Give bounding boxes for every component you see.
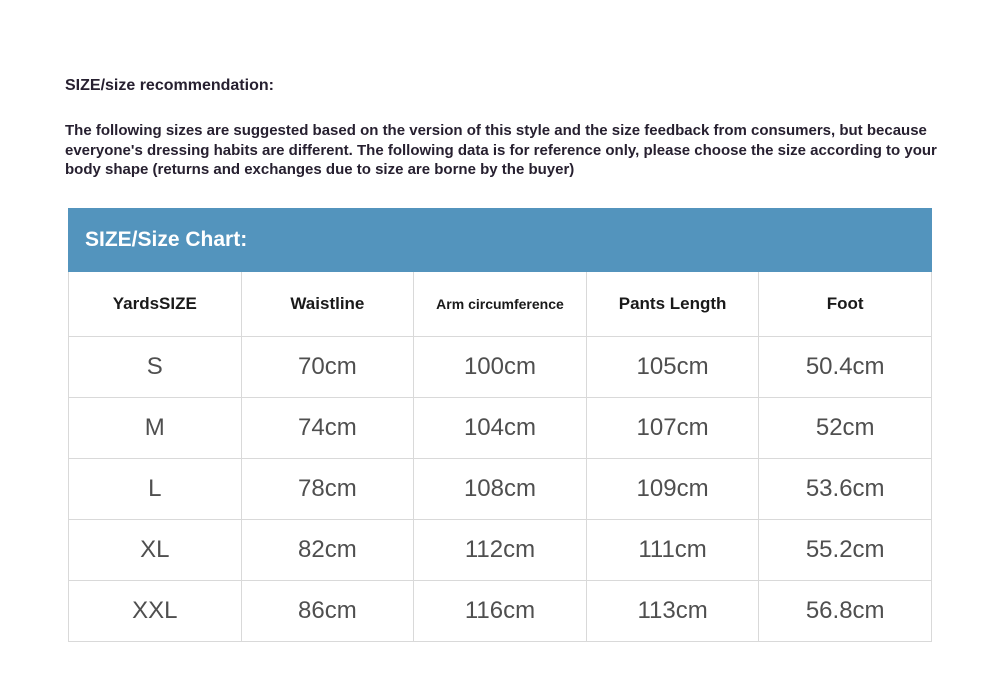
- table-row-size-xxl: [69, 580, 932, 641]
- measurement-cell: 50.4cm: [759, 336, 932, 397]
- size-chart-title: SIZE/Size Chart:: [85, 228, 248, 251]
- size-table-body: [69, 336, 932, 641]
- size-recommendation-heading: SIZE/size recommendation:: [65, 77, 274, 94]
- measurement-cell: 113cm: [586, 580, 759, 641]
- size-label-cell: S: [69, 336, 242, 397]
- measurement-cell: 52cm: [759, 397, 932, 458]
- table-row-size-m: [69, 397, 932, 458]
- size-label-cell: XXL: [69, 580, 242, 641]
- measurement-cell: 55.2cm: [759, 519, 932, 580]
- measurement-cell: 53.6cm: [759, 458, 932, 519]
- size-recommendation-paragraph: The following sizes are suggested based on the version of this style and the size feedback from consumers, but because everyone's dressing habits are different. The following data is for reference only, please choose the size according to your body shape (returns and exchanges due to size are borne by the buyer): [65, 122, 937, 178]
- size-chart-header-bar: [68, 208, 932, 272]
- column-header-pants-length: Pants Length: [586, 272, 759, 336]
- measurement-cell: 108cm: [414, 458, 587, 519]
- size-table-header-row: [69, 272, 932, 336]
- column-header-waistline: Waistline: [241, 272, 414, 336]
- measurement-cell: 78cm: [241, 458, 414, 519]
- measurement-cell: 116cm: [414, 580, 587, 641]
- measurement-cell: 112cm: [414, 519, 587, 580]
- measurement-cell: 109cm: [586, 458, 759, 519]
- measurement-cell: 100cm: [414, 336, 587, 397]
- size-label-cell: L: [69, 458, 242, 519]
- measurement-cell: 82cm: [241, 519, 414, 580]
- measurement-cell: 86cm: [241, 580, 414, 641]
- measurement-cell: 74cm: [241, 397, 414, 458]
- measurement-cell: 70cm: [241, 336, 414, 397]
- size-label-cell: M: [69, 397, 242, 458]
- table-row-size-xl: [69, 519, 932, 580]
- column-header-foot: Foot: [759, 272, 932, 336]
- column-header-yardssize: YardsSIZE: [69, 272, 242, 336]
- table-row-size-s: [69, 336, 932, 397]
- measurement-cell: 104cm: [414, 397, 587, 458]
- size-label-cell: XL: [69, 519, 242, 580]
- size-table: [68, 272, 932, 642]
- column-header-arm-circumference: Arm circumference: [414, 272, 587, 336]
- measurement-cell: 107cm: [586, 397, 759, 458]
- measurement-cell: 111cm: [586, 519, 759, 580]
- table-row-size-l: [69, 458, 932, 519]
- measurement-cell: 56.8cm: [759, 580, 932, 641]
- measurement-cell: 105cm: [586, 336, 759, 397]
